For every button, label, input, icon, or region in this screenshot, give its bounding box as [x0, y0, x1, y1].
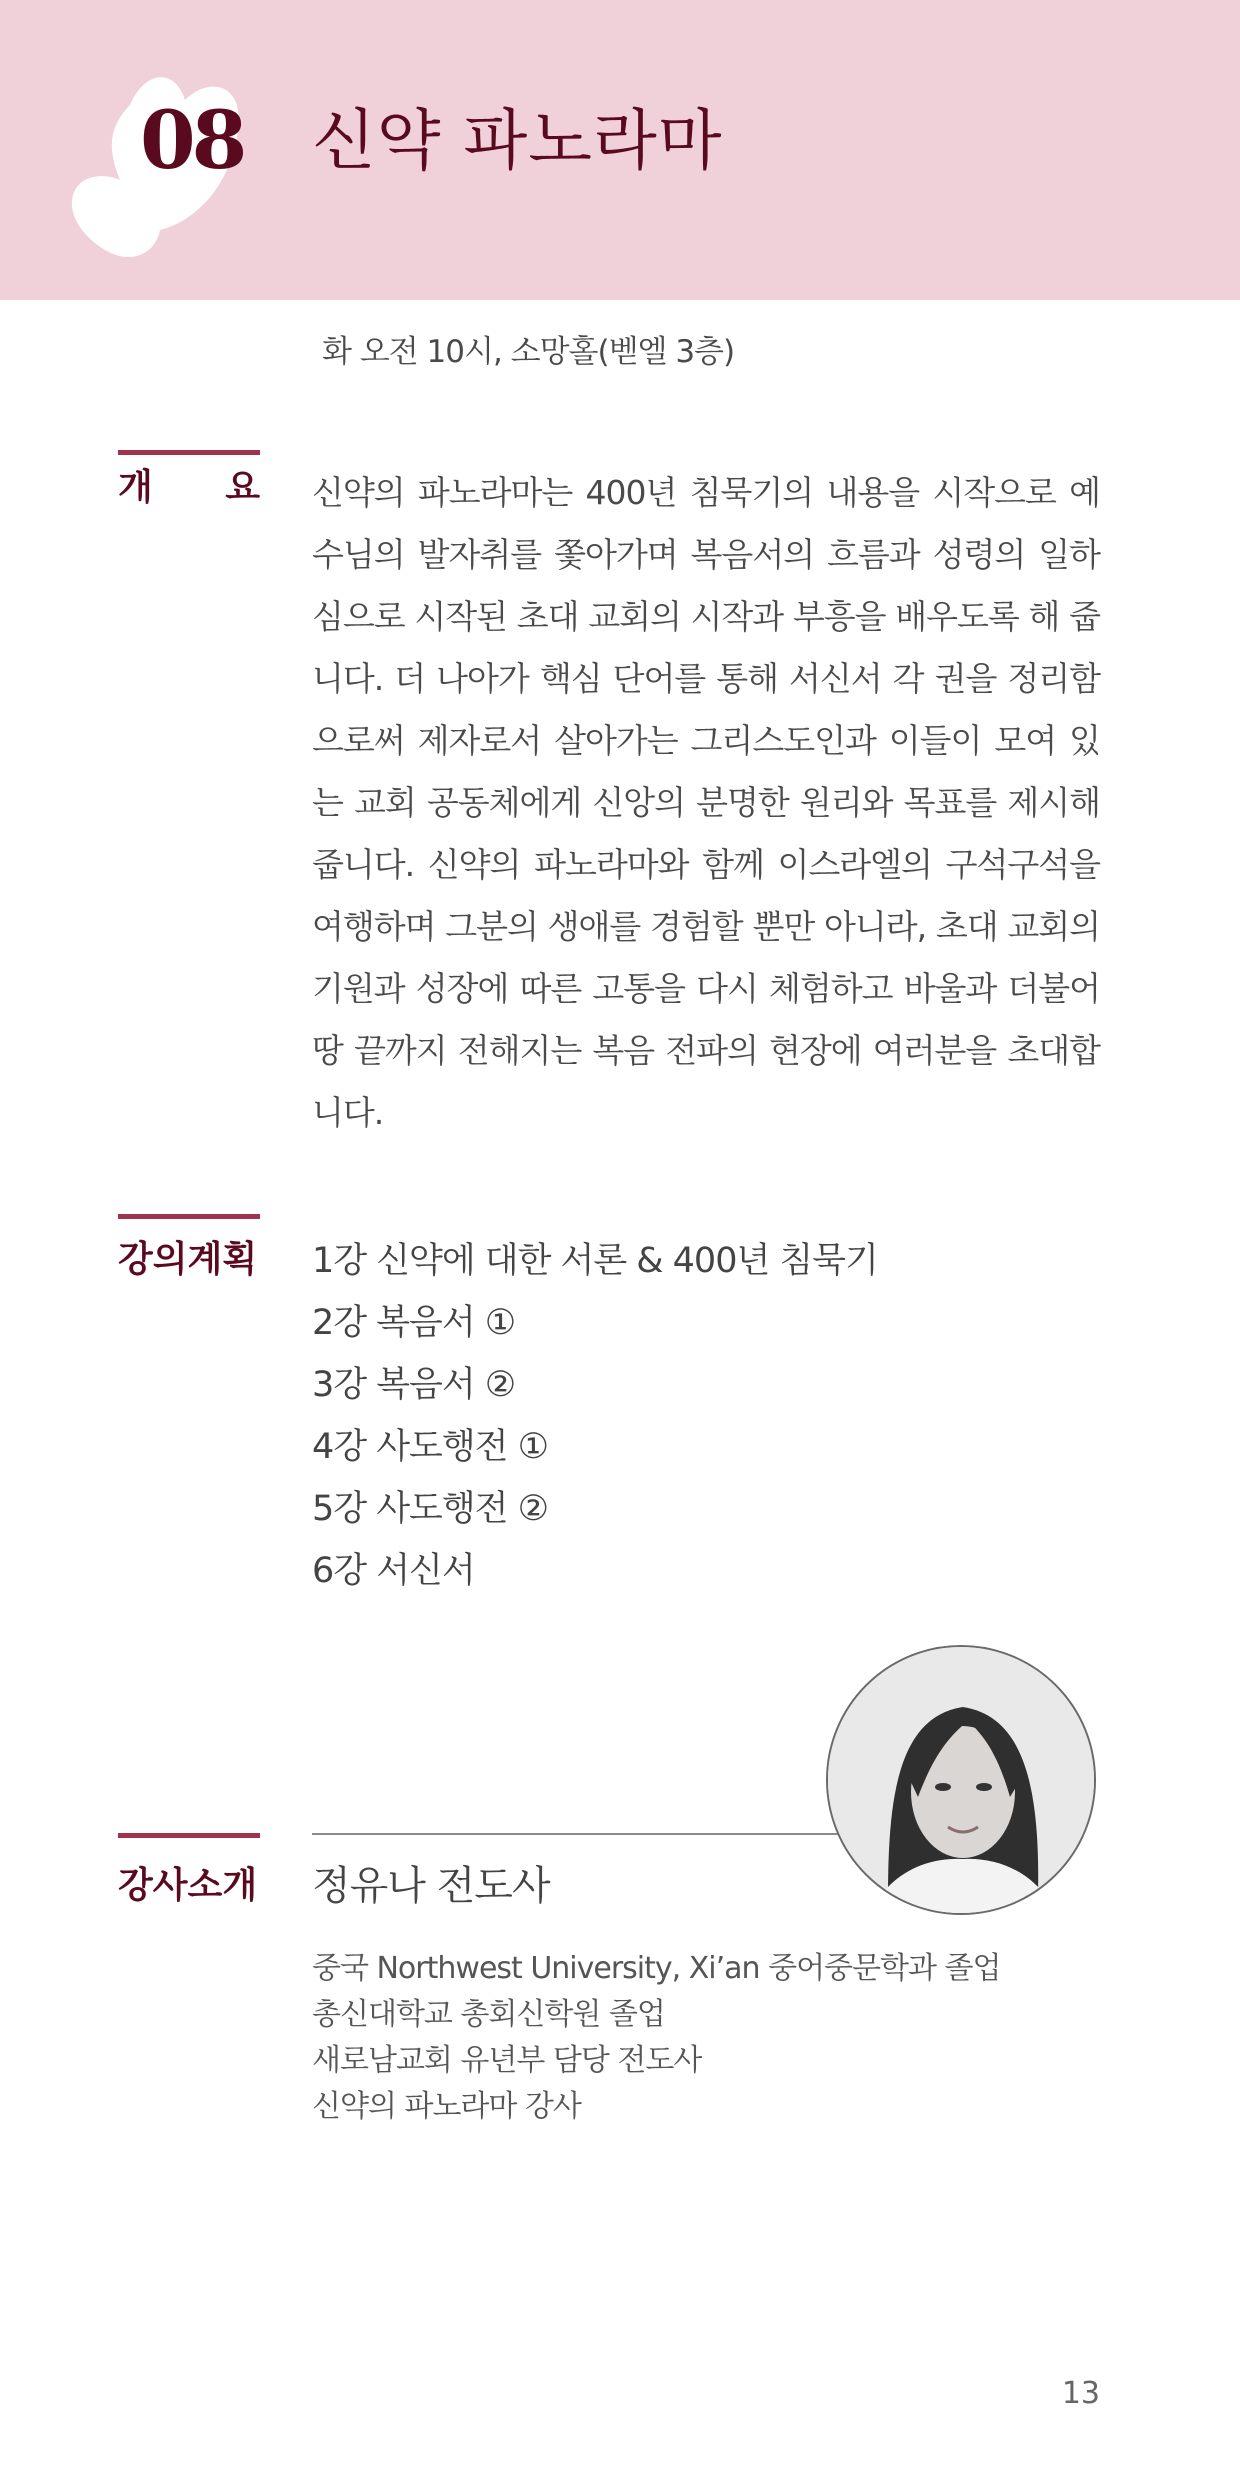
plan-divider: [118, 1214, 260, 1219]
overview-label-char: 개: [118, 467, 153, 508]
lecture-item: 5강 사도행전 ②: [312, 1489, 548, 1529]
lecture-item: 4강 사도행전 ①: [312, 1427, 548, 1467]
course-title: 신약 파노라마: [312, 102, 723, 179]
lecture-item: 3강 복음서 ②: [312, 1365, 516, 1405]
credential-list: [312, 1946, 1000, 2130]
header-banner: [0, 0, 1240, 300]
lecture-list: [312, 1230, 878, 1602]
course-number: 08: [140, 93, 244, 187]
page-number: 13: [1061, 2376, 1100, 2411]
plan-label: 강의계획: [118, 1239, 258, 1280]
overview-label: [118, 467, 260, 508]
lecture-item: 6강 서신서: [312, 1551, 475, 1591]
credential-item: 새로남교회 유년부 담당 전도사: [312, 2043, 702, 2078]
credential-item: 총신대학교 총회신학원 졸업: [312, 1997, 665, 2032]
instructor-photo: [826, 1645, 1096, 1915]
portrait-icon: [828, 1647, 1096, 1915]
overview-text: 신약의 파노라마는 400년 침묵기의 내용을 시작으로 예수님의 발자취를 쫓아가며 복음서의 흐름과 성령의 일하심으로 시작된 초대 교회의 시작과 부흥을 배우도록 해 줍니다. 더 나아가 핵심 단어를 통해 서신서 각 권을 정리함으로써 제자로서 살아가는 그리스도인과 이들이 모여 있는 교회 공동체에게 신앙의 분명한 원리와 목표를 제시해줍니다. 신약의 파노라마와 함께 이스라엘의 구석구석을 여행하며 그분의 생애를 경험할 뿐만 아니라, 초대 교회의 기원과 성장에 따른 고통을 다시 체험하고 바울과 더불어 땅 끝까지 전해지는 복음 전파의 현장에 여러분을 초대합니다.: [312, 473, 1100, 1132]
lecture-item: 1강 신약에 대한 서론 & 400년 침묵기: [312, 1241, 878, 1281]
overview-divider: [118, 450, 260, 455]
instructor-name: 정유나 전도사: [312, 1863, 550, 1909]
schedule-text: 화 오전 10시, 소망홀(벧엘 3층): [322, 334, 735, 370]
credential-item: 중국 Northwest University, Xi’an 중어중문학과 졸업: [312, 1951, 1001, 1986]
instructor-rule: [312, 1833, 852, 1835]
overview-label-char: 요: [225, 467, 260, 508]
credential-item: 신약의 파노라마 강사: [312, 2089, 581, 2124]
instructor-divider: [118, 1833, 260, 1838]
lecture-item: 2강 복음서 ①: [312, 1303, 516, 1343]
instructor-label: 강사소개: [118, 1865, 258, 1906]
